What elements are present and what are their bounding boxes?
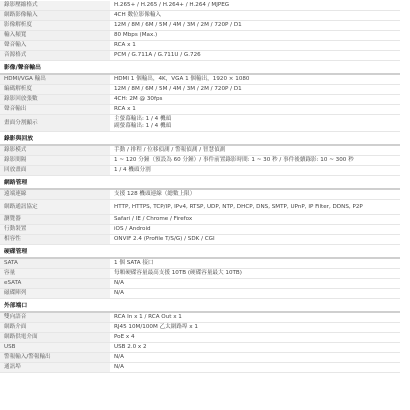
- section-header: [0, 299, 400, 313]
- table-row: [0, 21, 400, 31]
- table-row: [0, 363, 400, 373]
- spec-value: 1 ~ 120 分鐘（預設為 60 分鐘）/ 事件前置錄影時間: 1 ~ 30 秒 / 事件後續錄影: 10 ~ 300 秒: [110, 156, 400, 166]
- spec-value: HDMI 1 個輸出，4K，VGA 1 個輸出，1920 × 1080: [110, 74, 400, 85]
- spec-group-av-output: [0, 61, 400, 132]
- spec-value: PoE x 4: [110, 333, 400, 343]
- table-row: [0, 41, 400, 51]
- spec-label: 網路介面: [0, 323, 110, 333]
- spec-label: 相容性: [0, 235, 110, 245]
- section-header: [0, 132, 400, 146]
- spec-label: eSATA: [0, 279, 110, 289]
- spec-label: 錄影間隔: [0, 156, 110, 166]
- table-row: [0, 333, 400, 343]
- spec-value: 手動 / 排程 / 位移偵測 / 警報偵測 / 智慧偵測: [110, 145, 400, 156]
- spec-label: 雙向語音: [0, 312, 110, 323]
- section-title: 錄影與回放: [0, 132, 400, 146]
- spec-value: 12M / 8M / 6M / 5M / 4M / 3M / 2M / 720P / D1: [110, 21, 400, 31]
- spec-group-external-ports: [0, 299, 400, 373]
- spec-label: 回放畫面: [0, 166, 110, 176]
- table-row: [0, 343, 400, 353]
- spec-group-storage: [0, 245, 400, 299]
- spec-label: 容量: [0, 269, 110, 279]
- spec-value: PCM / G.711A / G.711U / G.726: [110, 51, 400, 61]
- spec-label: 錄影模式: [0, 145, 110, 156]
- table-row: [0, 312, 400, 323]
- spec-label: 音源格式: [0, 51, 110, 61]
- spec-table: [0, 1, 400, 373]
- spec-value: RCA In x 1 / RCA Out x 1: [110, 312, 400, 323]
- spec-label: 通訊埠: [0, 363, 110, 373]
- section-title: 外部端口: [0, 299, 400, 313]
- table-row: [0, 85, 400, 95]
- table-row: [0, 289, 400, 299]
- spec-label: HDMI/VGA 輸出: [0, 74, 110, 85]
- spec-value: H.265+ / H.265 / H.264+ / H.264 / MJPEG: [110, 1, 400, 11]
- spec-label: 警報輸入/警報輸出: [0, 353, 110, 363]
- spec-value-line: 副螢幕輸出: 1 / 4 機頭: [114, 123, 172, 129]
- spec-value: 每顆硬碟容量最高支援 10TB (硬碟容量最大 10TB): [110, 269, 400, 279]
- spec-value: N/A: [110, 279, 400, 289]
- spec-value: iOS / Android: [110, 225, 400, 235]
- spec-value: ONVIF 2.4 (Profile T/S/G) / SDK / CGI: [110, 235, 400, 245]
- section-title: 網路管理: [0, 176, 400, 190]
- spec-label: 錄影回放張數: [0, 95, 110, 105]
- spec-value: 12M / 8M / 6M / 5M / 4M / 3M / 2M / 720P / D1: [110, 85, 400, 95]
- spec-value: RCA x 1: [110, 105, 400, 115]
- spec-value-line: 主螢幕輸出: 1 / 4 機頭: [114, 116, 172, 122]
- table-row: [0, 1, 400, 11]
- table-row: [0, 166, 400, 176]
- spec-label: 影像解析度: [0, 21, 110, 31]
- table-row: [0, 11, 400, 21]
- spec-label: 編碼解析度: [0, 85, 110, 95]
- spec-value: N/A: [110, 353, 400, 363]
- table-row: [0, 353, 400, 363]
- section-header: [0, 176, 400, 190]
- table-row: [0, 215, 400, 225]
- table-row: [0, 200, 400, 215]
- spec-value: 1 / 4 機頭分割: [110, 166, 400, 176]
- table-row: [0, 51, 400, 61]
- spec-label: 網路供電介面: [0, 333, 110, 343]
- table-row: [0, 189, 400, 200]
- spec-label: 畫面分割顯示: [0, 115, 110, 132]
- spec-value: [110, 115, 400, 132]
- spec-group-recording-playback: [0, 132, 400, 176]
- spec-label: 瀏覽器: [0, 215, 110, 225]
- spec-label: SATA: [0, 258, 110, 269]
- spec-value: N/A: [110, 363, 400, 373]
- spec-label: 輸入頻寬: [0, 31, 110, 41]
- section-header: [0, 245, 400, 259]
- spec-value: 4CH: 2M @ 30fps: [110, 95, 400, 105]
- table-row: [0, 235, 400, 245]
- spec-label: 錄影壓縮格式: [0, 1, 110, 11]
- table-row: [0, 258, 400, 269]
- spec-value: 80 Mbps (Max.): [110, 31, 400, 41]
- table-row: [0, 105, 400, 115]
- spec-value: USB 2.0 x 2: [110, 343, 400, 353]
- spec-value: HTTP, HTTPS, TCP/IP, IPv4, RTSP, UDP, NTP, DHCP, DNS, SMTP, UPnP, IP Filter, DDNS, P2P: [110, 200, 400, 215]
- table-row: [0, 145, 400, 156]
- table-row: [0, 269, 400, 279]
- table-row: [0, 156, 400, 166]
- spec-value: RJ45 10M/100M 乙太網路埠 x 1: [110, 323, 400, 333]
- spec-group-network: [0, 176, 400, 245]
- section-title: 影像/聲音輸出: [0, 61, 400, 75]
- spec-label: 網路通訊協定: [0, 200, 110, 215]
- spec-label: 行動裝置: [0, 225, 110, 235]
- table-row: [0, 31, 400, 41]
- table-row: [0, 323, 400, 333]
- spec-label: 網路影像輸入: [0, 11, 110, 21]
- spec-label: 遠端連線: [0, 189, 110, 200]
- spec-label: USB: [0, 343, 110, 353]
- spec-group-recording-input: [0, 1, 400, 61]
- section-header: [0, 61, 400, 75]
- spec-value: Safari / IE / Chrome / Firefox: [110, 215, 400, 225]
- spec-value: 支援 128 機頭連線（總數上限）: [110, 189, 400, 200]
- spec-label: 聲音輸出: [0, 105, 110, 115]
- spec-value: N/A: [110, 289, 400, 299]
- spec-label: 磁碟陣列: [0, 289, 110, 299]
- spec-value: 4CH 數位影像輸入: [110, 11, 400, 21]
- spec-value: 1 個 SATA 接口: [110, 258, 400, 269]
- table-row: [0, 95, 400, 105]
- table-row: [0, 74, 400, 85]
- table-row: [0, 115, 400, 132]
- table-row: [0, 225, 400, 235]
- section-title: 硬碟管理: [0, 245, 400, 259]
- table-row: [0, 279, 400, 289]
- spec-value: RCA x 1: [110, 41, 400, 51]
- spec-label: 聲音輸入: [0, 41, 110, 51]
